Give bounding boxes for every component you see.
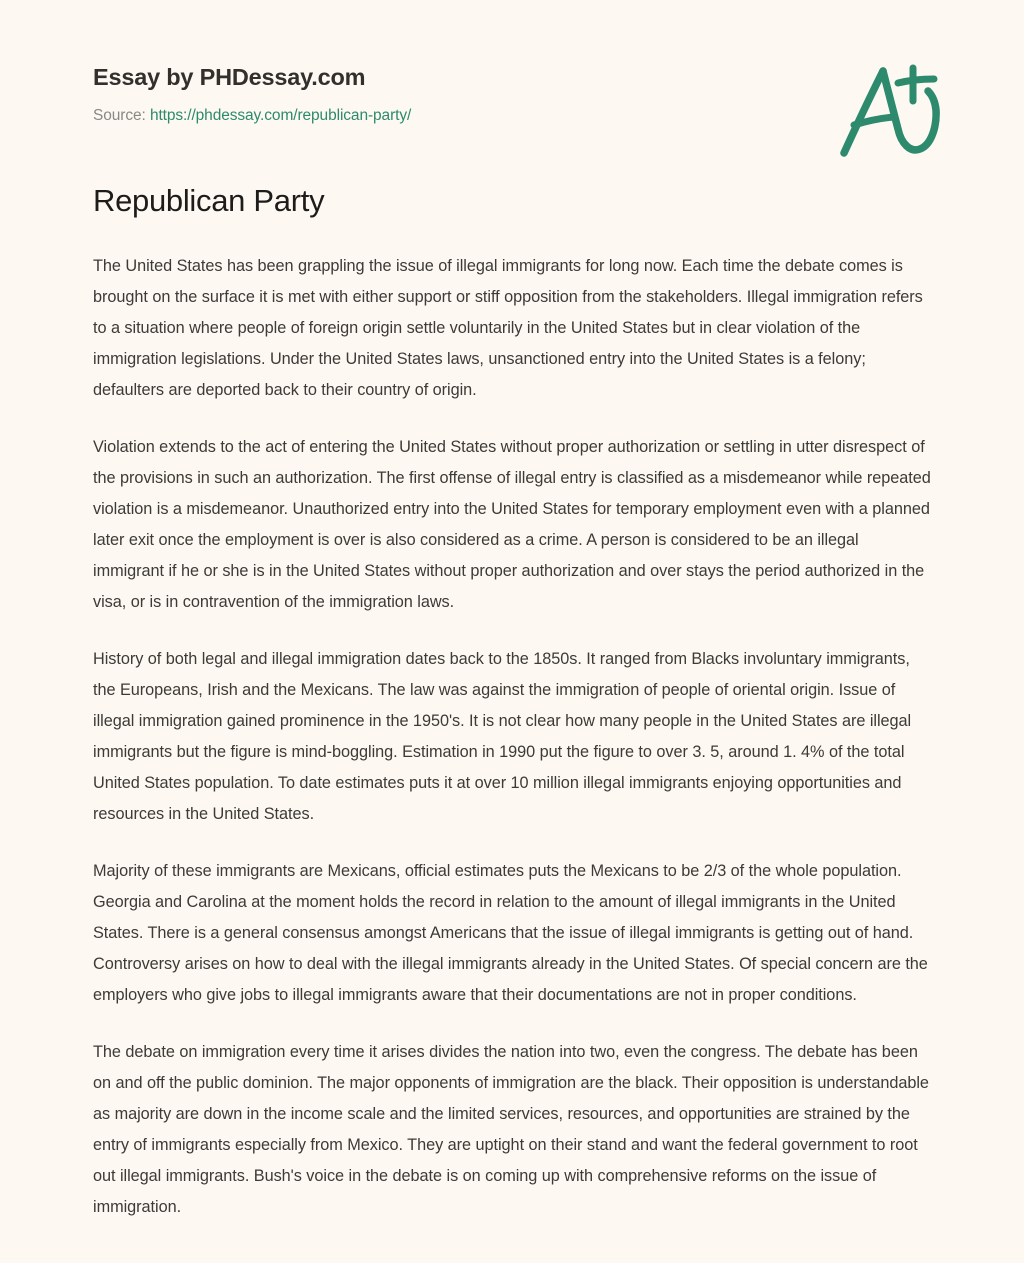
page-header: [0, 0, 1024, 126]
essay-paragraph: The debate on immigration every time it arises divides the nation into two, even the congress. The debate has been on and off the public dominion. The major opponents of immigration are the black. Their opposition is understandable as majority are down in the income scale and the limited services, resources, and opportunities are strained by the entry of immigrants especially from Mexico. They are uptight on their stand and want the federal government to root out illegal immigrants. Bush's voice in the debate is on coming up with comprehensive reforms on the issue of immigration.: [93, 1043, 929, 1217]
page-title: Republican Party: [93, 183, 325, 219]
essay-paragraph: Majority of these immigrants are Mexicans, official estimates puts the Mexicans to be 2/3 of the whole population. Georgia and Carolina at the moment holds the record in relation to the amount of illegal immigrants in the United States. There is a general consensus amongst Americans that the issue of illegal immigrants is getting out of hand. Controversy arises on how to deal with the illegal immigrants already in the United States. Of special concern are the employers who give jobs to illegal immigrants aware that their documentations are not in proper conditions.: [93, 862, 928, 1005]
essay-article: [0, 126, 1024, 1263]
essay-paragraph: Violation extends to the act of entering the United States without proper authorization or settling in utter disrespect of the provisions in such an authorization. The first offense of illegal entry is classified as a misdemeanor while repeated violation is a misdemeanor. Unauthorized entry into the United States for temporary employment even with a planned later exit once the employment is over is also considered as a crime. A person is considered to be an illegal immigrant if he or she is in the United States without proper authorization and over stays the period authorized in the visa, or is in contravention of the immigration laws.: [93, 438, 931, 612]
essay-paragraph: History of both legal and illegal immigration dates back to the 1850s. It ranged from Blacks involuntary immigrants, the Europeans, Irish and the Mexicans. The law was against the immigration of people of oriental origin. Issue of illegal immigration gained prominence in the 1950's. It is not clear how many people in the United States are illegal immigrants but the figure is mind-boggling. Estimation in 1990 put the figure to over 3. 5, around 1. 4% of the total United States population. To date estimates puts it at over 10 million illegal immigrants enjoying opportunities and resources in the United States.: [93, 650, 912, 824]
source-url-link[interactable]: https://phdessay.com/republican-party/: [149, 107, 412, 125]
brand-title: Essay by PHDessay.com: [93, 64, 366, 90]
essay-paragraph: The United States has been grappling the issue of illegal immigrants for long now. Each time the debate comes is brought on the surface it is met with either support or stiff opposition from the stakeholders. Illegal immigration refers to a situation where people of foreign origin settle voluntarily in the United States but in clear violation of the immigration legislations. Under the United States laws, unsanctioned entry into the United States is a felony; defaulters are deported back to their country of origin.: [93, 257, 923, 400]
source-label: Source:: [93, 107, 146, 125]
essay-body: [93, 251, 931, 1223]
source-line: [93, 106, 931, 126]
